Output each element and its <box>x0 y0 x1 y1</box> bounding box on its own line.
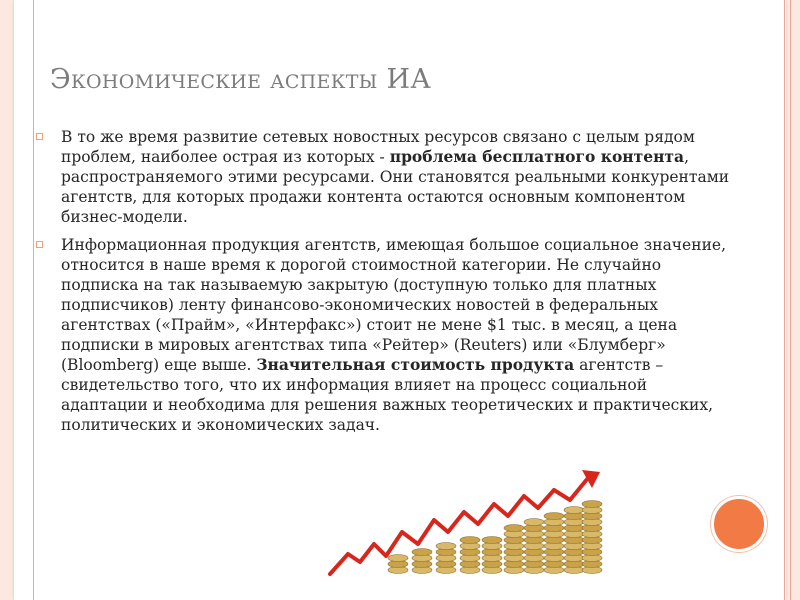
coin <box>412 549 432 556</box>
coin-stacks <box>388 501 602 574</box>
coin <box>436 543 456 550</box>
slide-title: Экономические аспекты ИА <box>50 64 432 95</box>
bullet-list <box>36 127 736 443</box>
coin <box>504 525 524 532</box>
bullet-text-segment: В то же время развитие сетевых новостных ресурсов связано с целым рядом проблем, наиболее острая из которых - <box>61 128 695 166</box>
decorative-stripe-right <box>784 0 785 600</box>
bullet-item <box>36 127 736 227</box>
bullet-text-bold: проблема бесплатного контента <box>389 147 685 166</box>
coin <box>582 501 602 508</box>
bullet-text-segment: , распространяемого этими ресурсами. Они становятся реальными конкурентами агентств, для которых продажи контента остаются основным компонентом бизнес-модели. <box>61 148 730 226</box>
bullet-item <box>36 235 736 435</box>
bullet-square-icon <box>36 133 43 140</box>
bullet-text-bold: Значительная стоимость продукта <box>256 355 575 374</box>
bullet-text <box>61 128 729 226</box>
coin <box>482 537 502 544</box>
coin <box>544 513 564 520</box>
decorative-stripe-left <box>33 0 34 600</box>
bullet-square-icon <box>36 241 43 248</box>
bullet-text-segment: агентств – свидетельство того, что их информация влияет на процесс социальной адаптации и необходима для решения важных теоретических и практических, политических и экономических задач. <box>61 356 714 434</box>
coin <box>524 519 544 526</box>
coin-stacks-trend-illustration <box>326 466 606 578</box>
bullet-text <box>61 236 726 434</box>
decorative-circle <box>711 496 767 552</box>
bullet-text-segment: Информационная продукция агентств, имеющая большое социальное значение, относится в наше время к дорогой стоимостной категории. Не случайно подписка на так называемую закрытую (доступную только для платных подписчиков) ленту финансово-экономических новостей в федеральных агентствах («Прайм», «Интерфакс») стоит не мене $1 тыс. в месяц, а цена подписки в мировых агентствах типа «Рейтер» (Reuters) или «Блумберг» (Bloomberg) еще выше. <box>61 236 726 374</box>
decorative-stripe-right-outer <box>790 0 791 600</box>
coin <box>564 507 584 514</box>
coin <box>388 555 408 562</box>
coin <box>460 537 480 544</box>
